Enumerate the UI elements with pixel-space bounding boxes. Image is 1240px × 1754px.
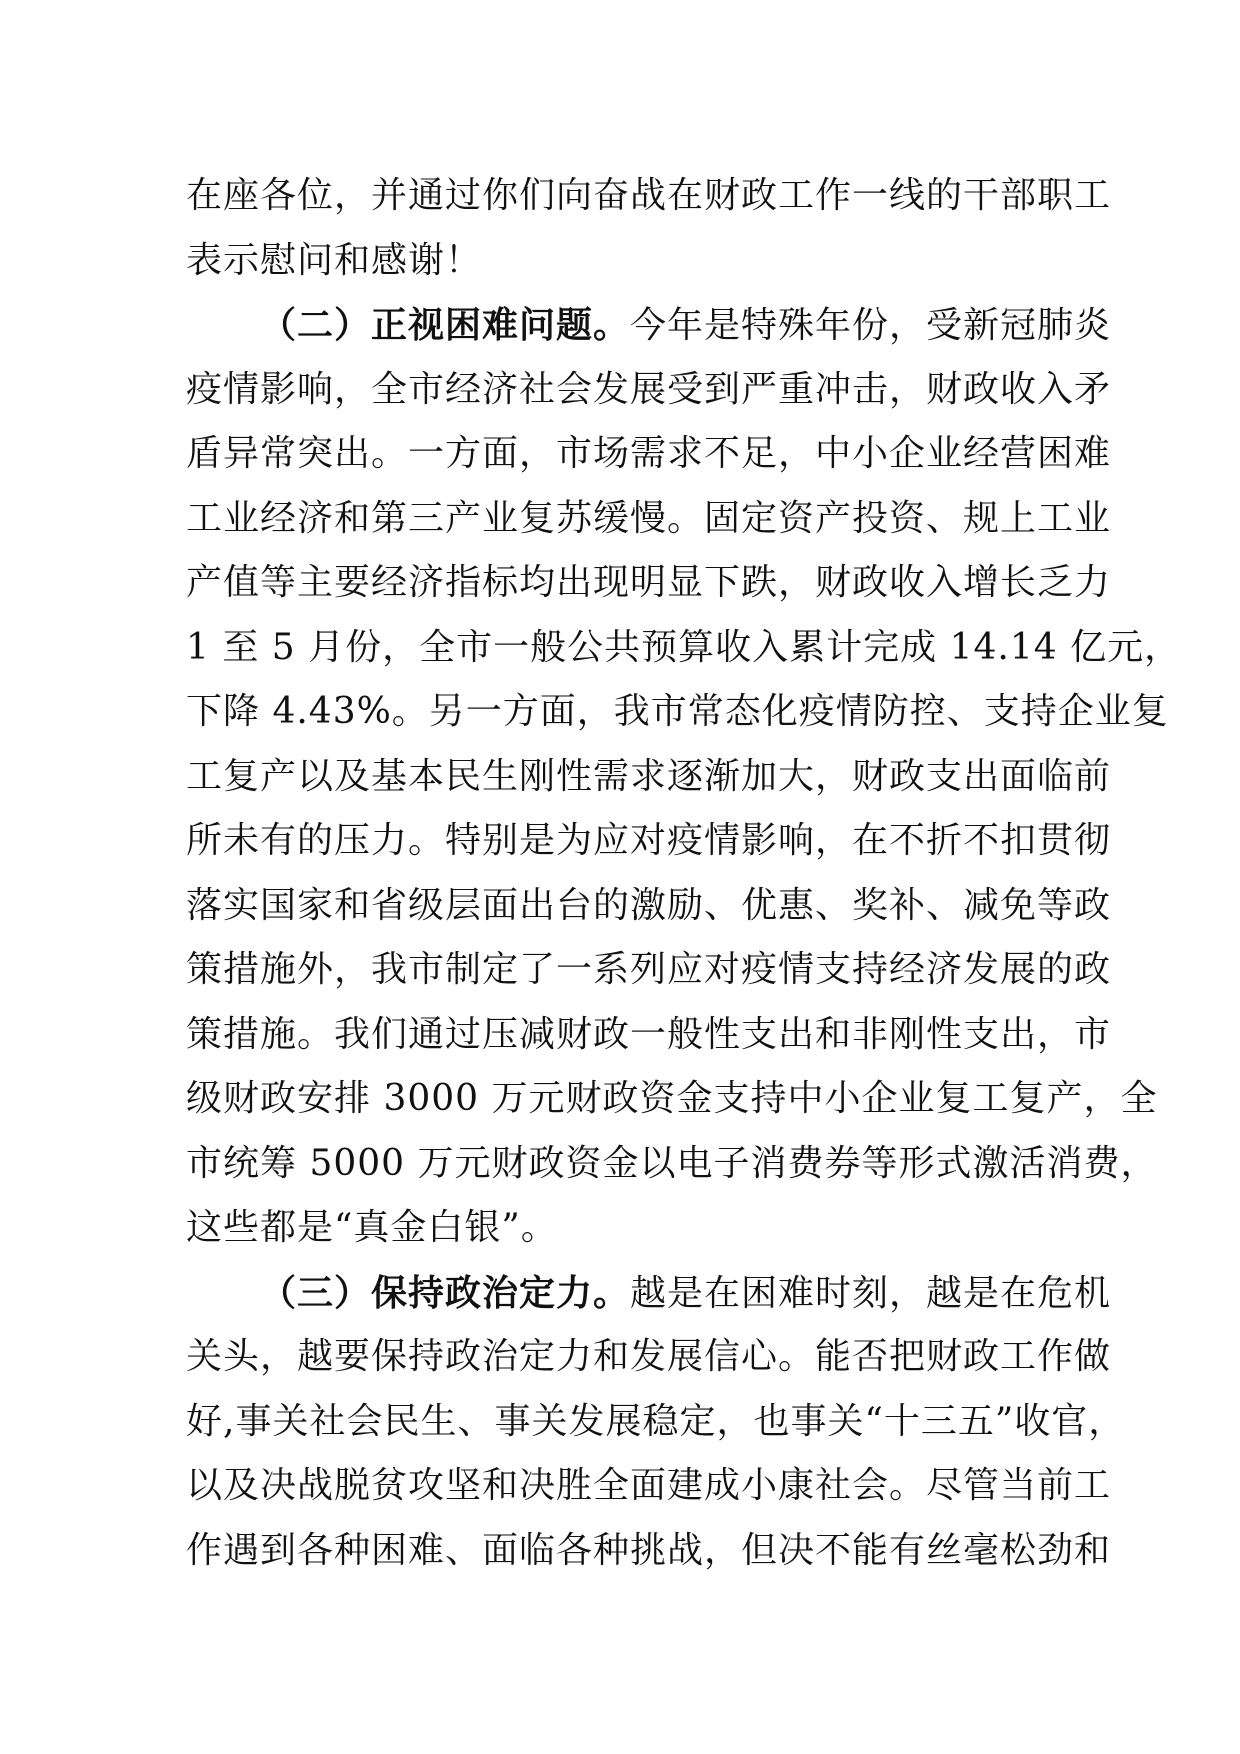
text-line-13: 策措施外，我市制定了一系列应对疫情支持经济发展的政: [186, 949, 1112, 990]
section-heading-3: （三）保持政治定力。: [260, 1271, 631, 1314]
body-text: [186, 164, 1182, 1583]
text-line-2: 表示慰问和感谢！: [186, 239, 483, 281]
section-3-first-line: （三）保持政治定力。越是在困难时刻，越是在危机: [260, 1271, 1112, 1314]
text-line-5: 盾异常突出。一方面，市场需求不足，中小企业经营困难: [186, 433, 1112, 474]
text-line-8: 1 至 5 月份，全市一般公共预算收入累计完成 14.14 亿元，: [186, 626, 1182, 668]
text-line-7: 产值等主要经济指标均出现明显下跌，财政收入增长乏力: [186, 562, 1112, 603]
text-line-20: 好,事关社会民生、事关发展稳定，也事关“十三五”收官，: [186, 1400, 1126, 1442]
text-line-9: 下降 4.43%。另一方面，我市常态化疫情防控、支持企业复: [186, 691, 1169, 732]
text-line-4: 疫情影响，全市经济社会发展受到严重冲击，财政收入矛: [186, 368, 1112, 410]
text-line-1: 在座各位，并通过你们向奋战在财政工作一线的干部职工: [186, 175, 1112, 216]
section-heading-2: （二）正视困难问题。: [260, 304, 631, 346]
text-line-21: 以及决战脱贫攻坚和决胜全面建成小康社会。尽管当前工: [186, 1465, 1112, 1506]
text-line-10: 工复产以及基本民生刚性需求逐渐加大，财政支出面临前: [186, 755, 1112, 797]
section-2-first-line: （二）正视困难问题。今年是特殊年份，受新冠肺炎: [260, 304, 1112, 346]
text-line-6: 工业经济和第三产业复苏缓慢。固定资产投资、规上工业: [186, 497, 1112, 539]
text-line-16: 市统筹 5000 万元财政资金以电子消费券等形式激活消费，: [186, 1142, 1158, 1184]
text-line-19: 关头，越要保持政治定力和发展信心。能否把财政工作做: [186, 1336, 1112, 1377]
text-line-15: 级财政安排 3000 万元财政资金支持中小企业复工复产，全: [186, 1078, 1158, 1119]
text-line-17: 这些都是“真金白银”。: [186, 1207, 558, 1248]
text-line-11: 所未有的压力。特别是为应对疫情影响，在不折不扣贯彻: [186, 820, 1112, 861]
text-line-12: 落实国家和省级层面出台的激励、优惠、奖补、减免等政: [186, 884, 1112, 926]
text-line-14: 策措施。我们通过压减财政一般性支出和非刚性支出，市: [186, 1013, 1112, 1055]
text-line-22: 作遇到各种困难、面临各种挑战，但决不能有丝毫松劲和: [186, 1529, 1112, 1571]
